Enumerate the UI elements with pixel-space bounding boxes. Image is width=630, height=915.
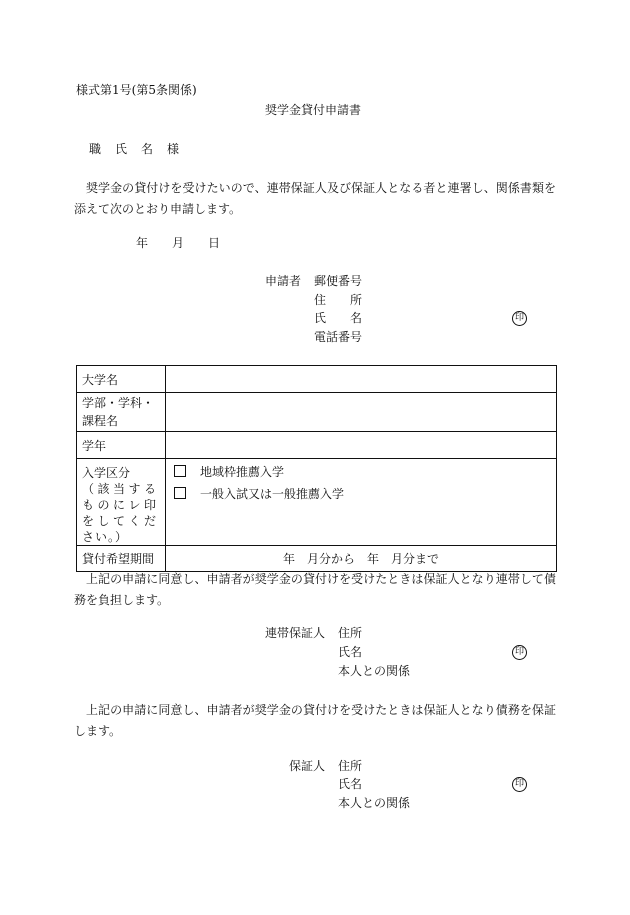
regional-checkbox[interactable] bbox=[174, 465, 186, 477]
table-row bbox=[77, 459, 557, 546]
form-number: 様式第1号(第5条関係) bbox=[76, 83, 197, 97]
date-day: 日 bbox=[208, 236, 221, 250]
option-regional-label: 地域枠推薦入学 bbox=[200, 465, 285, 479]
joint-guarantor-relation-label: 本人との関係 bbox=[338, 664, 411, 678]
applicant-label: 申請者 bbox=[265, 274, 302, 288]
guarantor-name-label: 氏名 bbox=[338, 777, 363, 791]
guarantor-seal-mark: 印 bbox=[512, 777, 527, 792]
admission-options bbox=[166, 459, 557, 546]
university-field[interactable] bbox=[166, 366, 557, 393]
guarantor-address-label: 住所 bbox=[338, 759, 363, 773]
admission-note: （該当するものにレ印をしてください。） bbox=[82, 482, 157, 544]
grade-label: 学年 bbox=[77, 432, 166, 459]
table-row bbox=[77, 546, 557, 572]
applicant-address-label: 住 所 bbox=[314, 293, 363, 307]
admission-label: 入学区分 bbox=[82, 466, 131, 480]
university-label: 大学名 bbox=[77, 366, 166, 393]
addressee: 職 氏 名 様 bbox=[89, 142, 181, 156]
joint-guarantor-seal-mark: 印 bbox=[512, 645, 527, 660]
joint-guarantor-name-label: 氏名 bbox=[338, 645, 363, 659]
admission-cell bbox=[77, 459, 166, 546]
applicant-name-label: 氏 名 bbox=[314, 311, 363, 325]
applicant-seal-mark: 印 bbox=[512, 311, 527, 326]
intro-paragraph: 奨学金の貸付けを受けたいので、連帯保証人及び保証人となる者と連署し、関係書類を添えて次のとおり申請します。 bbox=[74, 181, 556, 216]
faculty-label: 学部・学科・課程名 bbox=[77, 393, 166, 432]
option-regional[interactable] bbox=[174, 465, 284, 478]
joint-consent-paragraph: 上記の申請に同意し、申請者が奨学金の貸付けを受けたときは保証人となり連帯して債務を負担します。 bbox=[74, 572, 556, 607]
option-general[interactable] bbox=[174, 487, 344, 500]
joint-guarantor-label: 連帯保証人 bbox=[265, 626, 326, 640]
applicant-phone-label: 電話番号 bbox=[314, 330, 363, 344]
period-field[interactable]: 年 月分から 年 月分まで bbox=[166, 546, 557, 572]
document-title: 奨学金貸付申請書 bbox=[265, 103, 362, 117]
table-row bbox=[77, 366, 557, 393]
period-label: 貸付希望期間 bbox=[77, 546, 166, 572]
grade-field[interactable] bbox=[166, 432, 557, 459]
option-general-label: 一般入試又は一般推薦入学 bbox=[200, 487, 345, 501]
table-row bbox=[77, 393, 557, 432]
faculty-field[interactable] bbox=[166, 393, 557, 432]
joint-guarantor-address-label: 住所 bbox=[338, 626, 363, 640]
guarantor-consent-paragraph: 上記の申請に同意し、申請者が奨学金の貸付けを受けたときは保証人となり債務を保証します。 bbox=[74, 703, 556, 738]
date-month: 月 bbox=[172, 236, 185, 250]
general-checkbox[interactable] bbox=[174, 487, 186, 499]
application-table bbox=[76, 365, 557, 572]
applicant-postal-label: 郵便番号 bbox=[314, 274, 363, 288]
table-row bbox=[77, 432, 557, 459]
guarantor-label: 保証人 bbox=[289, 759, 326, 773]
date-year: 年 bbox=[136, 236, 149, 250]
guarantor-relation-label: 本人との関係 bbox=[338, 796, 411, 810]
